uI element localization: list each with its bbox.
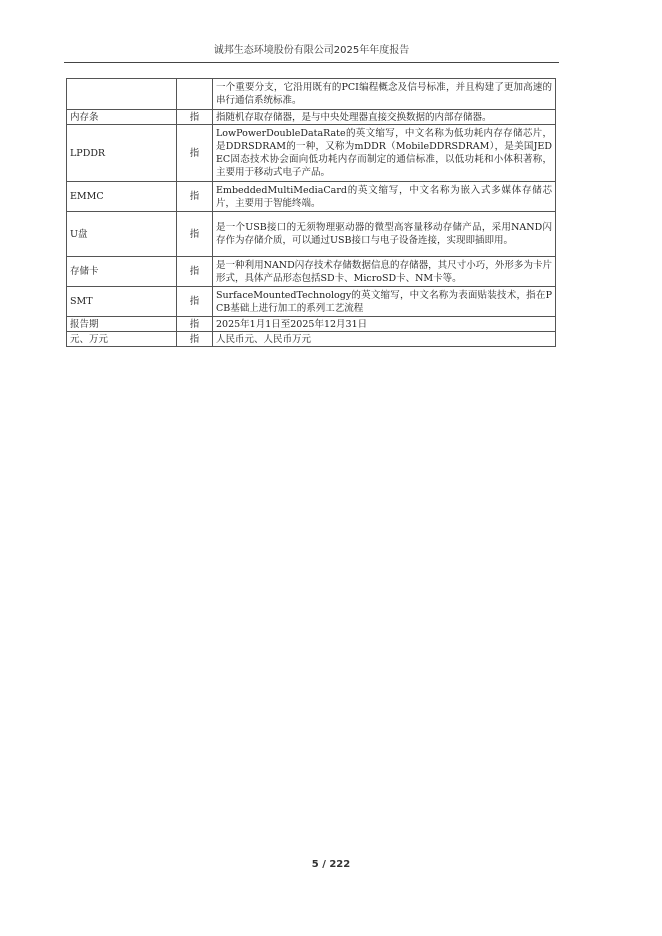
- table-row: [67, 125, 556, 182]
- definition-cell: 是一种利用NAND闪存技术存储数据信息的存储器，其尺寸小巧，外形多为卡片形式，具体产品形态包括SD卡、MicroSD卡、NM卡等。: [213, 257, 556, 287]
- table-row: [67, 110, 556, 125]
- table-row: [67, 287, 556, 317]
- definition-cell: 2025年1月1日至2025年12月31日: [213, 317, 556, 332]
- table-row: [67, 79, 556, 110]
- separator-cell: 指: [177, 287, 213, 317]
- separator-cell: 指: [177, 317, 213, 332]
- term-cell: EMMC: [67, 182, 177, 212]
- term-cell: 元、万元: [67, 332, 177, 347]
- definition-cell: 指随机存取存储器，是与中央处理器直接交换数据的内部存储器。: [213, 110, 556, 125]
- separator-cell: 指: [177, 332, 213, 347]
- separator-cell: 指: [177, 257, 213, 287]
- definition-cell: 人民币元、人民币万元: [213, 332, 556, 347]
- definition-cell: SurfaceMountedTechnology的英文缩写，中文名称为表面贴装技术，指在PCB基础上进行加工的系列工艺流程: [213, 287, 556, 317]
- table-row: [67, 182, 556, 212]
- term-cell: U盘: [67, 212, 177, 257]
- definition-cell: 一个重要分支，它沿用既有的PCI编程概念及信号标准，并且构建了更加高速的串行通信系统标准。: [213, 79, 556, 110]
- term-cell: 内存条: [67, 110, 177, 125]
- term-cell: SMT: [67, 287, 177, 317]
- glossary-table: [66, 78, 556, 347]
- definition-cell: LowPowerDoubleDataRate的英文缩写，中文名称为低功耗内存存储芯片，是DDRSDRAM的一种，又称为mDDR（MobileDDRSDRAM），是美国JEDEC固态技术协会面向低功耗内存而制定的通信标准，以低功耗和小体积著称，主要用于移动式电子产品。: [213, 125, 556, 182]
- table-row: [67, 257, 556, 287]
- header-divider: [64, 62, 559, 63]
- term-cell: 存储卡: [67, 257, 177, 287]
- separator-cell: [177, 79, 213, 110]
- page-number: 5 / 222: [311, 859, 351, 870]
- term-cell: [67, 79, 177, 110]
- report-header-title: 诚邦生态环境股份有限公司2025年年度报告: [213, 45, 410, 56]
- table-row: [67, 212, 556, 257]
- separator-cell: 指: [177, 125, 213, 182]
- separator-cell: 指: [177, 182, 213, 212]
- separator-cell: 指: [177, 110, 213, 125]
- term-cell: LPDDR: [67, 125, 177, 182]
- separator-cell: 指: [177, 212, 213, 257]
- table-row: [67, 317, 556, 332]
- table-row: [67, 332, 556, 347]
- definition-cell: EmbeddedMultiMediaCard的英文缩写，中文名称为嵌入式多媒体存储芯片，主要用于智能终端。: [213, 182, 556, 212]
- definition-cell: 是一个USB接口的无须物理驱动器的微型高容量移动存储产品，采用NAND闪存作为存储介质，可以通过USB接口与电子设备连接，实现即插即用。: [213, 212, 556, 257]
- term-cell: 报告期: [67, 317, 177, 332]
